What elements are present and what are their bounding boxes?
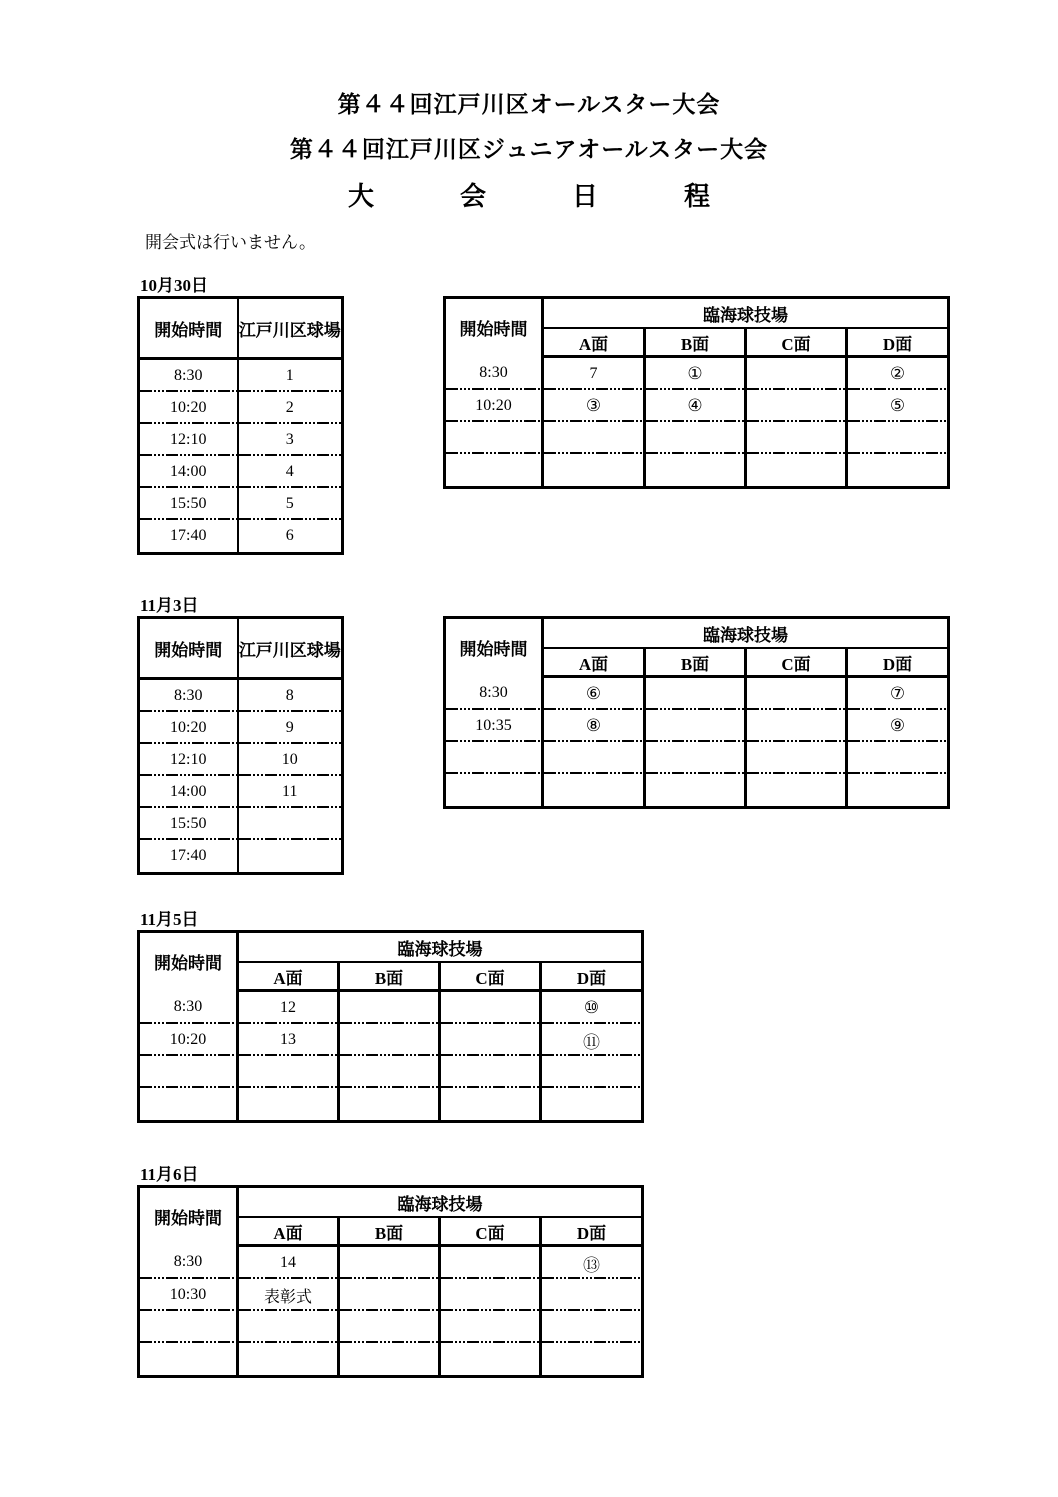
game-cell: 14 (238, 1246, 339, 1280)
court-b-header: B面 (645, 328, 746, 357)
court-c-header: C面 (746, 328, 847, 357)
game-cell: 1 (238, 359, 343, 393)
rinkai-schedule-oct30 (443, 296, 950, 489)
schedule-row (445, 677, 949, 711)
time-cell (139, 1056, 238, 1088)
game-cell: 12 (238, 991, 339, 1025)
game-cell (645, 710, 746, 742)
edogawa-schedule-nov3 (137, 616, 344, 875)
court-b-header: B面 (645, 648, 746, 677)
game-cell (238, 1056, 339, 1088)
schedule-row (139, 1246, 643, 1280)
schedule-row (139, 808, 343, 840)
game-cell: 7 (543, 357, 645, 391)
game-cell (746, 454, 847, 488)
date-label-nov6: 11月6日 (140, 1160, 201, 1188)
time-cell: 14:00 (139, 456, 238, 488)
time-cell: 8:30 (139, 679, 238, 713)
game-cell: 6 (285, 527, 294, 544)
time-cell: 8:30 (139, 991, 238, 1025)
court-b-header: B面 (339, 962, 440, 991)
rinkai-venue-header: 臨海球技場 (543, 298, 949, 329)
game-cell (847, 422, 949, 454)
game-cell: ⑤ (847, 390, 949, 422)
date-label-nov3: 11月3日 (140, 591, 201, 619)
time-cell: 8:30 (139, 1246, 238, 1280)
opening-ceremony-note: 開会式は行いません。 (145, 233, 317, 252)
game-cell (339, 1056, 440, 1088)
game-cell (746, 742, 847, 774)
court-c-header: C面 (440, 962, 541, 991)
game-cell: 3 (238, 424, 343, 456)
schedule-row (445, 357, 949, 391)
game-cell (440, 1024, 541, 1056)
award-ceremony-cell: 表彰式 (238, 1279, 339, 1311)
header-row (139, 1187, 643, 1218)
game-cell: ① (645, 357, 746, 391)
rinkai-venue-header: 臨海球技場 (238, 932, 643, 963)
game-cell (339, 1088, 440, 1122)
date-label-oct30: 10月30日 (140, 271, 210, 299)
game-cell (543, 454, 645, 488)
game-cell (440, 1088, 541, 1122)
game-cell: ⑩ (541, 991, 643, 1025)
schedule-row (139, 520, 343, 554)
time-cell (139, 1088, 238, 1122)
schedule-row (139, 679, 343, 713)
start-time-header: 開始時間 (445, 618, 543, 677)
game-cell (541, 1279, 643, 1311)
time-cell (139, 1343, 238, 1377)
court-b-header: B面 (339, 1217, 440, 1246)
schedule-row (139, 1056, 643, 1088)
schedule-row (139, 1311, 643, 1343)
schedule-row (139, 1088, 643, 1122)
schedule-row (445, 742, 949, 774)
game-cell (440, 1343, 541, 1377)
start-time-header: 開始時間 (139, 1187, 238, 1246)
time-cell: 15:50 (139, 808, 238, 840)
game-cell: 10 (238, 744, 343, 776)
game-cell (541, 1311, 643, 1343)
game-cell (339, 991, 440, 1025)
game-cell (238, 1343, 339, 1377)
game-cell (645, 677, 746, 711)
schedule-row (139, 840, 343, 874)
schedule-row (445, 422, 949, 454)
junior-tournament-title: 第４４回江戸川区ジュニアオールスター大会 (289, 137, 769, 162)
time-cell: 10:30 (139, 1279, 238, 1311)
start-time-header: 開始時間 (445, 298, 543, 357)
game-cell (543, 774, 645, 808)
court-d-header: D面 (541, 1217, 643, 1246)
time-cell: 10:20 (139, 392, 238, 424)
rinkai-venue-header: 臨海球技場 (238, 1187, 643, 1218)
schedule-row (139, 456, 343, 488)
time-cell: 17:40 (139, 840, 238, 874)
game-cell (847, 774, 949, 808)
game-cell: ⑦ (847, 677, 949, 711)
time-cell: 8:30 (139, 359, 238, 393)
edogawa-venue-header: 江戸川区球場 (238, 298, 343, 359)
game-cell: ⑧ (543, 710, 645, 742)
schedule-row (445, 454, 949, 488)
court-a-header: A面 (543, 648, 645, 677)
game-cell (645, 454, 746, 488)
game-cell (440, 1246, 541, 1280)
schedule-heading-char: 日 (572, 182, 599, 211)
schedule-heading-char: 程 (684, 182, 711, 211)
schedule-row (139, 712, 343, 744)
game-cell: 9 (238, 712, 343, 744)
game-cell (746, 774, 847, 808)
game-cell (238, 808, 343, 840)
time-cell (445, 454, 543, 488)
game-cell: 11 (238, 776, 343, 808)
header-row (445, 298, 949, 329)
rinkai-schedule-nov3 (443, 616, 950, 809)
game-cell (440, 1056, 541, 1088)
game-cell (339, 1279, 440, 1311)
schedule-heading-char: 大 (347, 182, 374, 211)
schedule-row (139, 1279, 643, 1311)
schedule-row (139, 488, 343, 520)
game-cell (746, 357, 847, 391)
game-cell (746, 677, 847, 711)
time-cell: 8:30 (445, 677, 543, 711)
game-cell (238, 1088, 339, 1122)
game-cell (541, 1088, 643, 1122)
rinkai-schedule-nov5 (137, 930, 644, 1123)
schedule-heading (0, 176, 1058, 213)
game-cell: 2 (238, 392, 343, 424)
time-cell: 10:20 (445, 390, 543, 422)
game-cell: ② (847, 357, 949, 391)
schedule-row (139, 359, 343, 393)
game-cell: ③ (543, 390, 645, 422)
game-cell: 8 (238, 679, 343, 713)
game-cell (543, 742, 645, 774)
tournament-title: 第４４回江戸川区オールスター大会 (337, 92, 721, 117)
time-cell: 12:10 (139, 424, 238, 456)
time-cell (445, 422, 543, 454)
game-cell (746, 390, 847, 422)
game-cell (847, 742, 949, 774)
time-cell (445, 774, 543, 808)
schedule-row (139, 776, 343, 808)
game-cell (339, 1024, 440, 1056)
schedule-row (139, 392, 343, 424)
game-cell (440, 1279, 541, 1311)
game-cell (541, 1056, 643, 1088)
game-cell: ④ (645, 390, 746, 422)
schedule-row (139, 1024, 643, 1056)
edogawa-schedule-oct30 (137, 296, 344, 555)
start-time-header: 開始時間 (139, 298, 238, 359)
game-cell (339, 1246, 440, 1280)
time-cell (445, 742, 543, 774)
game-cell (440, 1311, 541, 1343)
time-cell: 8:30 (445, 357, 543, 391)
game-cell: 4 (238, 456, 343, 488)
header-row (139, 932, 643, 963)
time-cell: 10:20 (139, 712, 238, 744)
game-cell (543, 422, 645, 454)
game-cell (440, 991, 541, 1025)
header-row (139, 298, 343, 359)
court-d-header: D面 (847, 328, 949, 357)
game-cell (541, 1343, 643, 1377)
game-cell (645, 774, 746, 808)
time-cell: 10:35 (445, 710, 543, 742)
start-time-header: 開始時間 (139, 618, 238, 679)
schedule-heading-char: 会 (459, 182, 486, 211)
game-cell (645, 422, 746, 454)
court-d-header: D面 (847, 648, 949, 677)
header-row (139, 618, 343, 679)
time-cell: 10:20 (139, 1024, 238, 1056)
court-a-header: A面 (543, 328, 645, 357)
schedule-row (139, 424, 343, 456)
game-cell: ⑪ (541, 1024, 643, 1056)
date-label-nov5: 11月5日 (140, 905, 201, 933)
game-cell (746, 422, 847, 454)
schedule-row (445, 774, 949, 808)
court-c-header: C面 (440, 1217, 541, 1246)
time-cell: 12:10 (139, 744, 238, 776)
game-cell (339, 1311, 440, 1343)
schedule-row (445, 390, 949, 422)
schedule-row (139, 1343, 643, 1377)
header-row (445, 618, 949, 649)
court-c-header: C面 (746, 648, 847, 677)
game-cell (847, 454, 949, 488)
time-cell: 14:00 (139, 776, 238, 808)
game-cell (238, 840, 343, 874)
game-cell (339, 1343, 440, 1377)
schedule-row (445, 710, 949, 742)
court-a-header: A面 (238, 962, 339, 991)
game-cell: ⑬ (541, 1246, 643, 1280)
game-cell (645, 742, 746, 774)
game-cell: ⑥ (543, 677, 645, 711)
game-cell (238, 1311, 339, 1343)
schedule-row (139, 991, 643, 1025)
court-d-header: D面 (541, 962, 643, 991)
court-a-header: A面 (238, 1217, 339, 1246)
game-cell: 13 (238, 1024, 339, 1056)
start-time-header: 開始時間 (139, 932, 238, 991)
game-cell (746, 710, 847, 742)
time-cell: 15:50 (139, 488, 238, 520)
game-cell: 5 (238, 488, 343, 520)
time-cell (139, 1311, 238, 1343)
time-cell: 17:40 (139, 520, 238, 554)
game-cell: ⑨ (847, 710, 949, 742)
edogawa-venue-header: 江戸川区球場 (238, 618, 343, 679)
rinkai-venue-header: 臨海球技場 (543, 618, 949, 649)
schedule-row (139, 744, 343, 776)
rinkai-schedule-nov6 (137, 1185, 644, 1378)
